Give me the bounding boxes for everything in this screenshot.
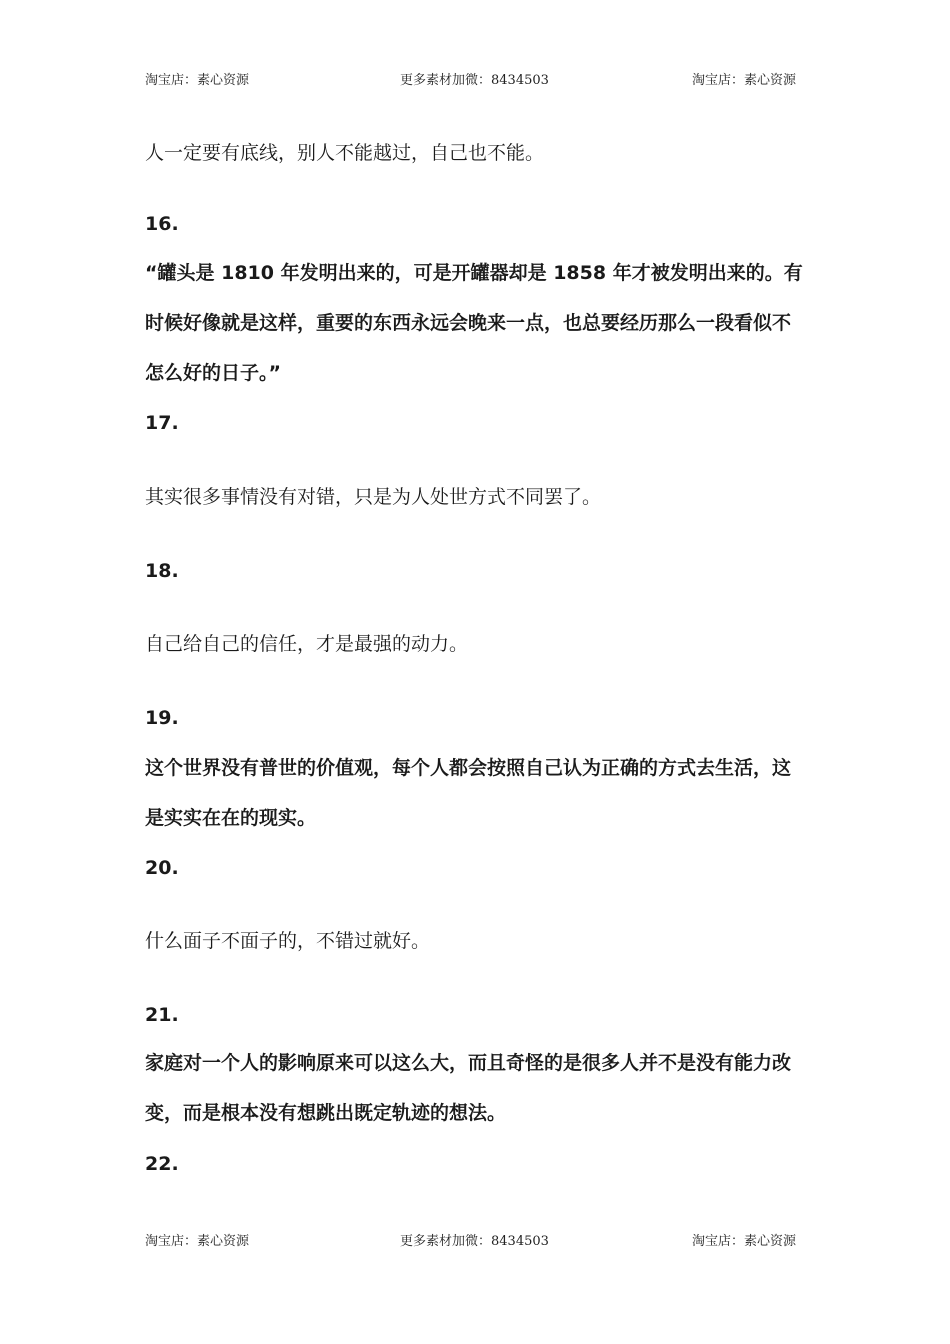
quote-number-19: 19. [145, 707, 179, 729]
page-header [0, 69, 950, 89]
quote-number-18: 18. [145, 560, 179, 582]
header-shop-left: 淘宝店：素心资源 [145, 73, 250, 88]
quote-number-16: 16. [145, 213, 179, 235]
quote-21-line-1: 家庭对一个人的影响原来可以这么大，而且奇怪的是很多人并不是没有能力改 [145, 1052, 792, 1074]
quote-20-text: 什么面子不面子的，不错过就好。 [145, 930, 431, 952]
quote-21-line-2: 变，而是根本没有想跳出既定轨迹的想法。 [145, 1102, 507, 1124]
quote-number-17: 17. [145, 412, 179, 434]
quote-16-line-3: 怎么好的日子。” [145, 362, 281, 384]
quote-18-text: 自己给自己的信任，才是最强的动力。 [145, 633, 469, 655]
quote-16-line-1: “罐头是 1810 年发明出来的，可是开罐器却是 1858 年才被发明出来的。有 [145, 262, 803, 284]
quote-19-text [145, 743, 810, 843]
header-shop-right: 淘宝店：素心资源 [692, 73, 797, 88]
quote-15-text: 人一定要有底线，别人不能越过，自己也不能。 [145, 142, 545, 164]
footer-contact: 更多素材加微：8434503 [400, 1234, 549, 1249]
quote-16-text [145, 248, 810, 398]
page-footer [0, 1230, 950, 1250]
header-contact: 更多素材加微：8434503 [400, 73, 549, 88]
quote-21-text [145, 1038, 810, 1138]
quote-number-20: 20. [145, 857, 179, 879]
quote-number-22: 22. [145, 1153, 179, 1175]
footer-shop-left: 淘宝店：素心资源 [145, 1234, 250, 1249]
quote-16-line-2: 时候好像就是这样，重要的东西永远会晚来一点，也总要经历那么一段看似不 [145, 312, 792, 334]
footer-shop-right: 淘宝店：素心资源 [692, 1234, 797, 1249]
quote-19-line-2: 是实实在在的现实。 [145, 807, 317, 829]
quote-number-21: 21. [145, 1004, 179, 1026]
quote-17-text: 其实很多事情没有对错，只是为人处世方式不同罢了。 [145, 486, 602, 508]
quote-19-line-1: 这个世界没有普世的价值观，每个人都会按照自己认为正确的方式去生活，这 [145, 757, 792, 779]
